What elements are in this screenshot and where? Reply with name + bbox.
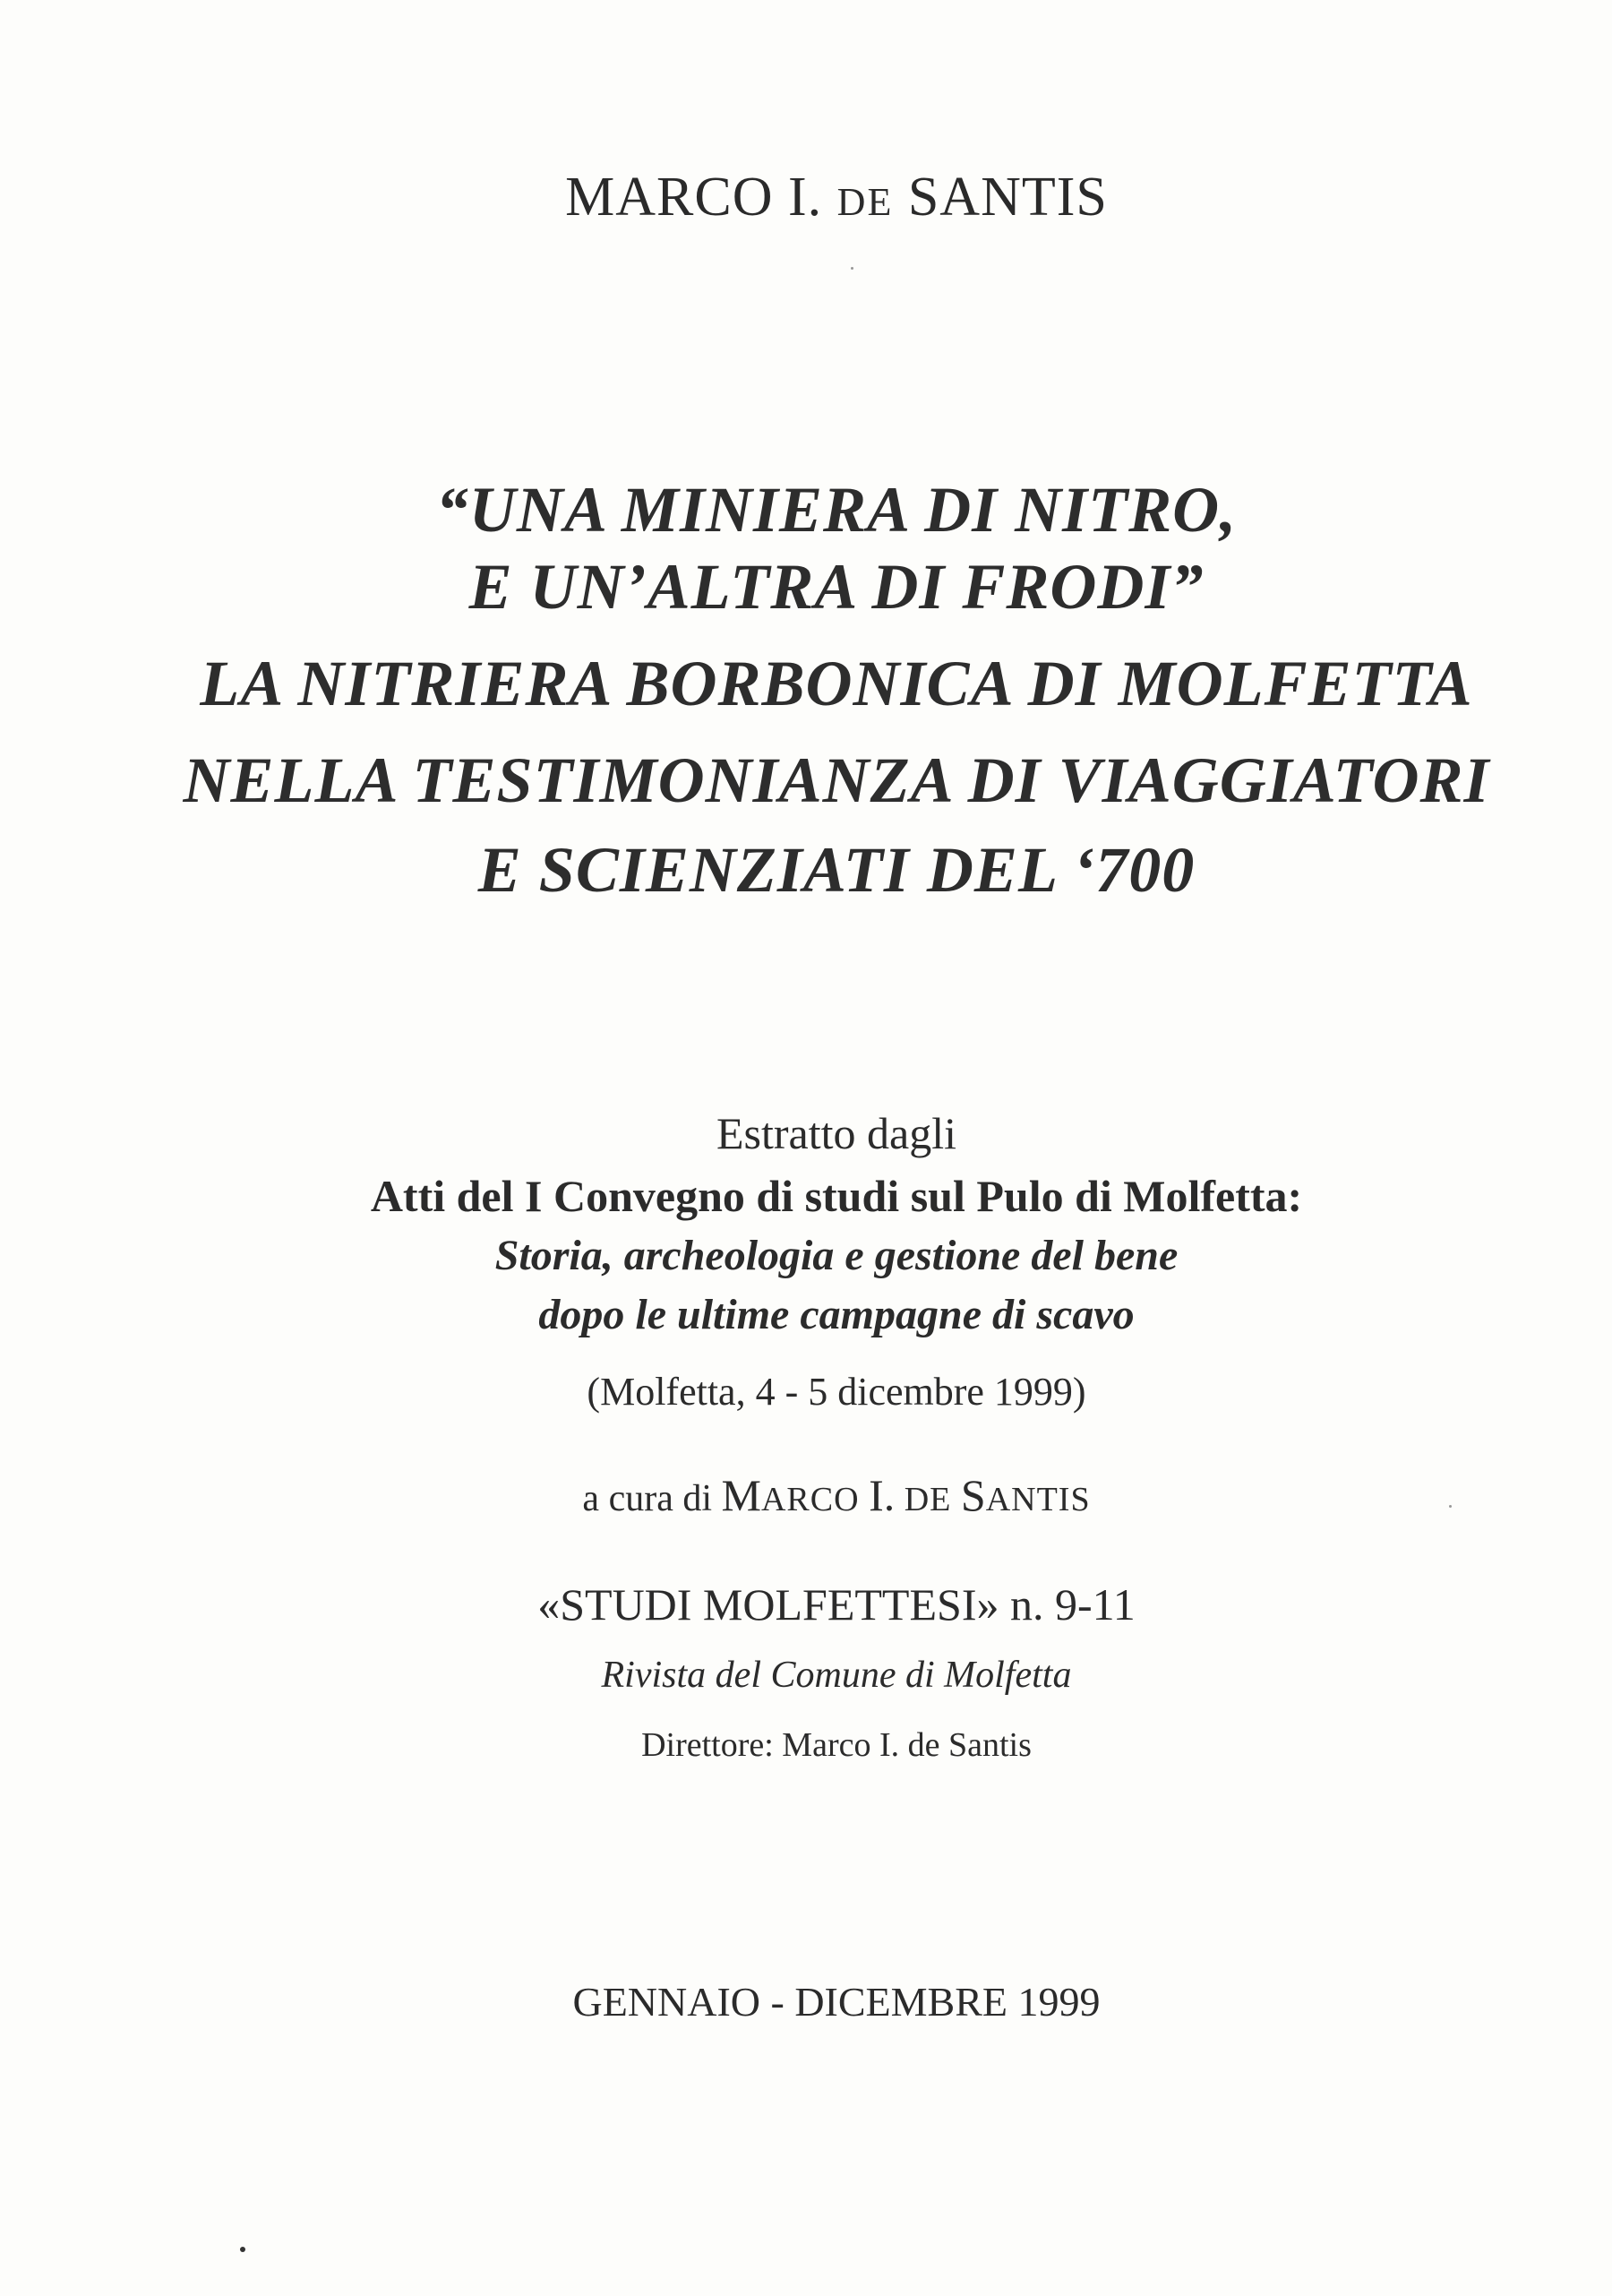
author-particle: DE — [836, 180, 894, 224]
author-first: MARCO I. — [565, 167, 823, 228]
editor-prefix: a cura di — [582, 1478, 713, 1519]
author-name — [0, 166, 1612, 229]
paper-speck — [1449, 1505, 1452, 1508]
paper-speck — [240, 2247, 245, 2252]
journal-director: Direttore: Marco I. de Santis — [641, 1726, 1032, 1764]
editor-credit — [0, 1469, 1612, 1521]
journal-description: Rivista del Comune di Molfetta — [601, 1655, 1072, 1696]
title-line-2: E UN’ALTRA DI FRODI” — [468, 551, 1205, 623]
journal-name: «STUDI MOLFETTESI» n. 9-11 — [537, 1579, 1136, 1630]
editor-first-initial: M — [721, 1470, 761, 1520]
editor-middle: I. — [869, 1470, 896, 1520]
title-line-4: NELLA TESTIMONIANZA DI VIAGGIATORI — [183, 744, 1490, 816]
proceedings-subtitle-2: dopo le ultime campagne di scavo — [538, 1291, 1135, 1338]
extract-intro: Estratto dagli — [716, 1108, 956, 1158]
conference-place-date: (Molfetta, 4 - 5 dicembre 1999) — [587, 1370, 1086, 1414]
editor-particle: DE — [904, 1481, 952, 1518]
editor-last-initial: S — [960, 1470, 986, 1520]
editor-last-rest: ANTIS — [985, 1481, 1091, 1518]
proceedings-title: Atti del I Convegno di studi sul Pulo di Molfetta: — [370, 1171, 1303, 1221]
title-line-1: “UNA MINIERA DI NITRO, — [435, 474, 1238, 546]
publication-date-range: GENNAIO - DICEMBRE 1999 — [572, 1979, 1101, 2025]
author-last: SANTIS — [907, 167, 1108, 228]
title-line-5: E SCIENZIATI DEL ‘700 — [477, 834, 1196, 906]
editor-first-rest: ARCO — [760, 1481, 860, 1518]
proceedings-subtitle-1: Storia, archeologia e gestione del bene — [494, 1232, 1179, 1279]
title-line-3: LA NITRIERA BORBONICA DI MOLFETTA — [200, 648, 1473, 719]
paper-speck — [851, 267, 853, 270]
